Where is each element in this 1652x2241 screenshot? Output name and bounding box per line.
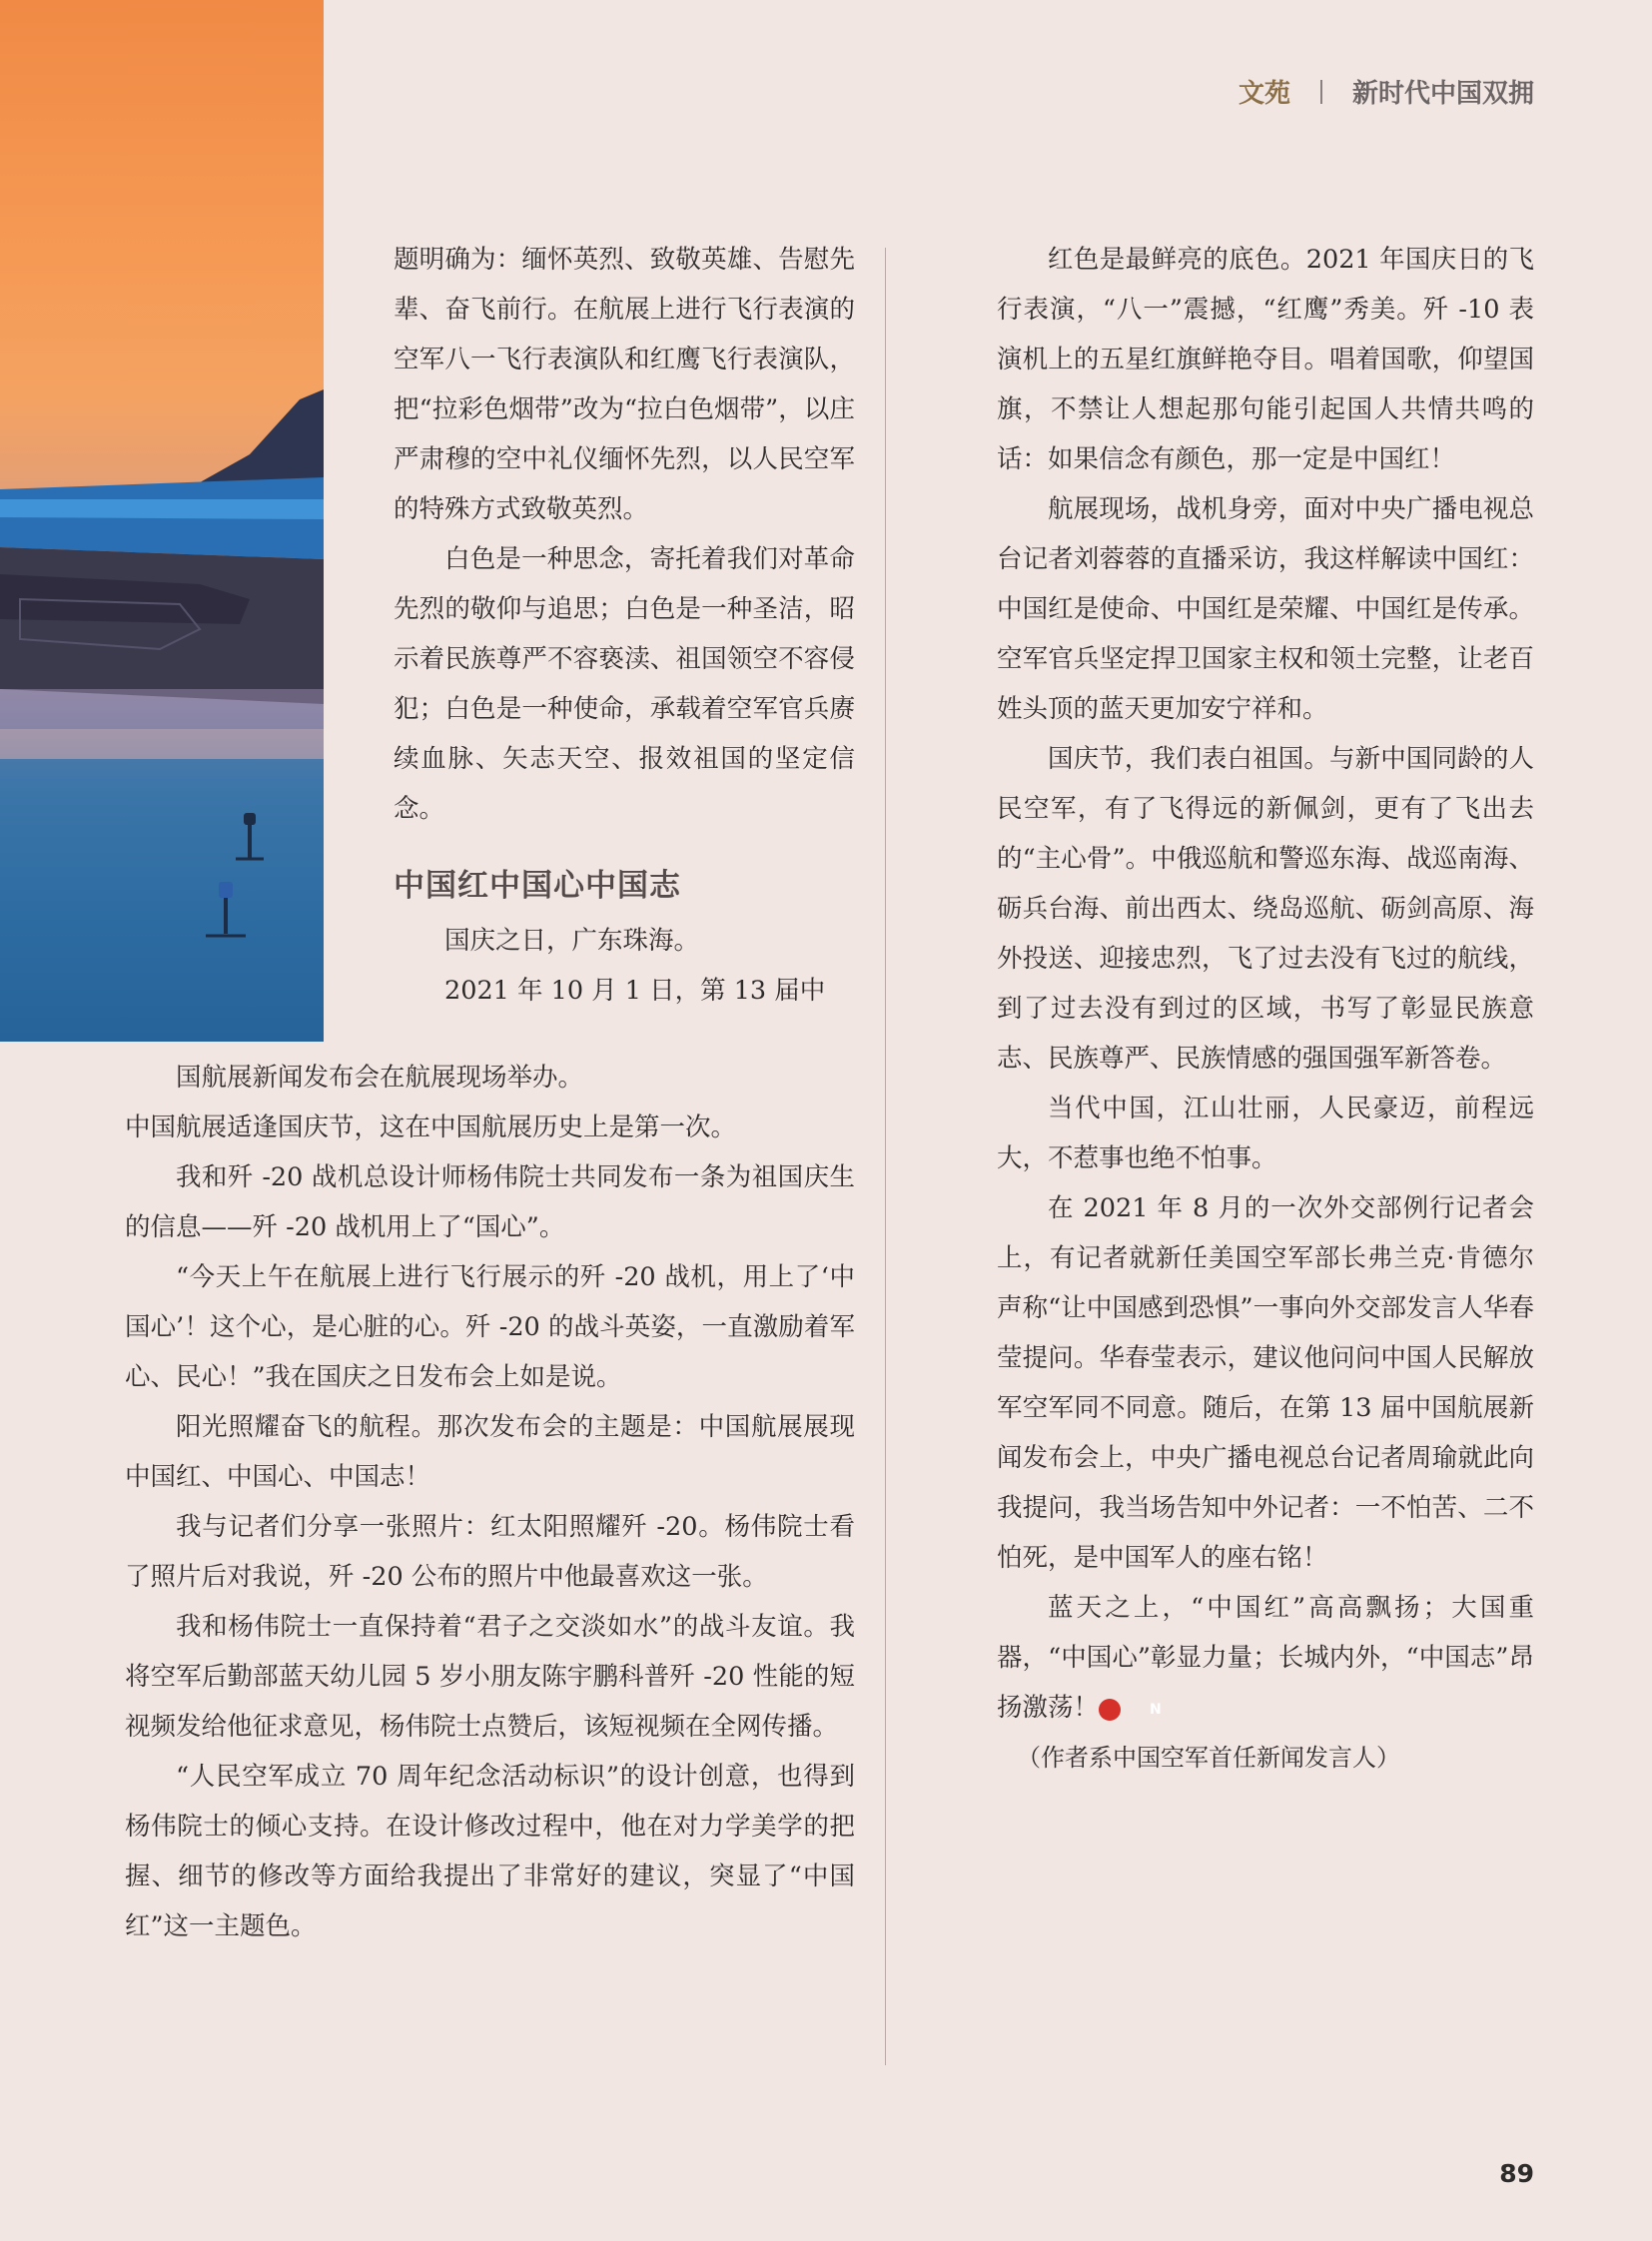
paragraph: 我与记者们分享一张照片：红太阳照耀歼 -20。杨伟院士看了照片后对我说，歼 -20 公布的照片中他最喜欢这一张。 — [125, 1512, 855, 1592]
page-header — [1239, 73, 1534, 110]
section-heading: 中国红中国心中国志 — [394, 868, 681, 904]
paragraph: “人民空军成立 70 周年纪念活动标识”的设计创意，也得到杨伟院士的倾心支持。在设计修改过程中，他在对力学美学的把握、细节的修改等方面给我提出了非常好的建议，突显了“中国红”这一主题色。 — [125, 1762, 855, 1941]
paragraph: 2021 年 10 月 1 日，第 13 届中 — [444, 976, 826, 1006]
paragraph: “今天上午在航展上进行飞行展示的歼 -20 战机，用上了‘中国心’！这个心，是心脏的心。歼 -20 的战斗英姿，一直激励着军心、民心！”我在国庆之日发布会上如是说。 — [125, 1262, 855, 1392]
paragraph: 我和歼 -20 战机总设计师杨伟院士共同发布一条为祖国庆生的信息——歼 -20 战机用上了“国心”。 — [125, 1162, 855, 1242]
header-column: 新时代中国双拥 — [1351, 79, 1534, 109]
closing-text: 蓝天之上，“中国红”高高飘扬；大国重器，“中国心”彰显力量；长城内外，“中国志”昂扬激荡！ — [997, 1593, 1534, 1723]
article-column-c — [997, 235, 1534, 1783]
paragraph: 在 2021 年 8 月的一次外交部例行记者会上，有记者就新任美国空军部长弗兰克·肯德尔声称“让中国感到恐惧”一事向外交部发言人华春莹提问。华春莹表示，建议他问问中国人民解放军空军同不同意。随后，在第 13 届中国航展新闻发布会上，中央广播电视总台记者周瑜就此向我提问，我当场告知中外记者：一不怕苦、二不怕死，是中国军人的座右铭！ — [997, 1193, 1534, 1573]
paragraph: 红色是最鲜亮的底色。2021 年国庆日的飞行表演，“八一”震撼，“红鹰”秀美。歼 -10 表演机上的五星红旗鲜艳夺目。唱着国歌，仰望国旗，不禁让人想起那句能引起国人共情共鸣的话：如果信念有颜色，那一定是中国红！ — [997, 245, 1534, 474]
paragraph: 航展现场，战机身旁，面对中央广播电视总台记者刘蓉蓉的直播采访，我这样解读中国红：中国红是使命、中国红是荣耀、中国红是传承。空军官兵坚定捍卫国家主权和领土完整，让老百姓头顶的蓝天更加安宁祥和。 — [997, 494, 1534, 724]
paragraph: 我和杨伟院士一直保持着“君子之交淡如水”的战斗友谊。我将空军后勤部蓝天幼儿园 5 岁小朋友陈宇鹏科普歼 -20 性能的短视频发给他征求意见，杨伟院士点赞后，该短视频在全网传播。 — [125, 1612, 855, 1742]
paragraph: 白色是一种思念，寄托着我们对革命先烈的敬仰与追思；白色是一种圣洁，昭示着民族尊严不容亵渎、祖国领空不容侵犯；白色是一种使命，承载着空军官兵赓续血脉、矢志天空、报效祖国的坚定信念。 — [394, 544, 855, 824]
paragraph: 中国航展适逢国庆节，这在中国航展历史上是第一次。 — [125, 1113, 737, 1142]
header-separator — [1320, 80, 1322, 104]
paragraph: 国航展新闻发布会在航展现场举办。 — [176, 1063, 584, 1093]
end-mark-icon: N — [1099, 1699, 1121, 1721]
paragraph: 题明确为：缅怀英烈、致敬英雄、告慰先辈、奋飞前行。在航展上进行飞行表演的空军八一飞行表演队和红鹰飞行表演队，把“拉彩色烟带”改为“拉白色烟带”，以庄严肃穆的空中礼仪缅怀先烈，以人民空军的特殊方式致敬英烈。 — [394, 245, 855, 524]
paragraph: 国庆之日，广东珠海。 — [444, 926, 700, 956]
header-section: 文苑 — [1238, 79, 1290, 109]
closing-paragraph — [997, 1583, 1534, 1733]
article-column-a — [394, 235, 855, 1016]
page-number: 89 — [1499, 2159, 1534, 2188]
author-byline: （作者系中国空军首任新闻发言人） — [1017, 1744, 1400, 1772]
cover-photo-aircraft — [0, 0, 324, 1042]
article-column-b — [125, 1053, 855, 1951]
column-divider — [885, 248, 886, 2065]
paragraph: 当代中国，江山壮丽，人民豪迈，前程远大，不惹事也绝不怕事。 — [997, 1094, 1534, 1173]
aircraft-illustration — [0, 0, 324, 1042]
paragraph: 国庆节，我们表白祖国。与新中国同龄的人民空军，有了飞得远的新佩剑，更有了飞出去的“主心骨”。中俄巡航和警巡东海、战巡南海、砺兵台海、前出西太、绕岛巡航、砺剑高原、海外投送、迎接忠烈，飞了过去没有飞过的航线，到了过去没有到过的区域，书写了彰显民族意志、民族尊严、民族情感的强国强军新答卷。 — [997, 744, 1534, 1074]
paragraph: 阳光照耀奋飞的航程。那次发布会的主题是：中国航展展现中国红、中国心、中国志！ — [125, 1412, 855, 1492]
